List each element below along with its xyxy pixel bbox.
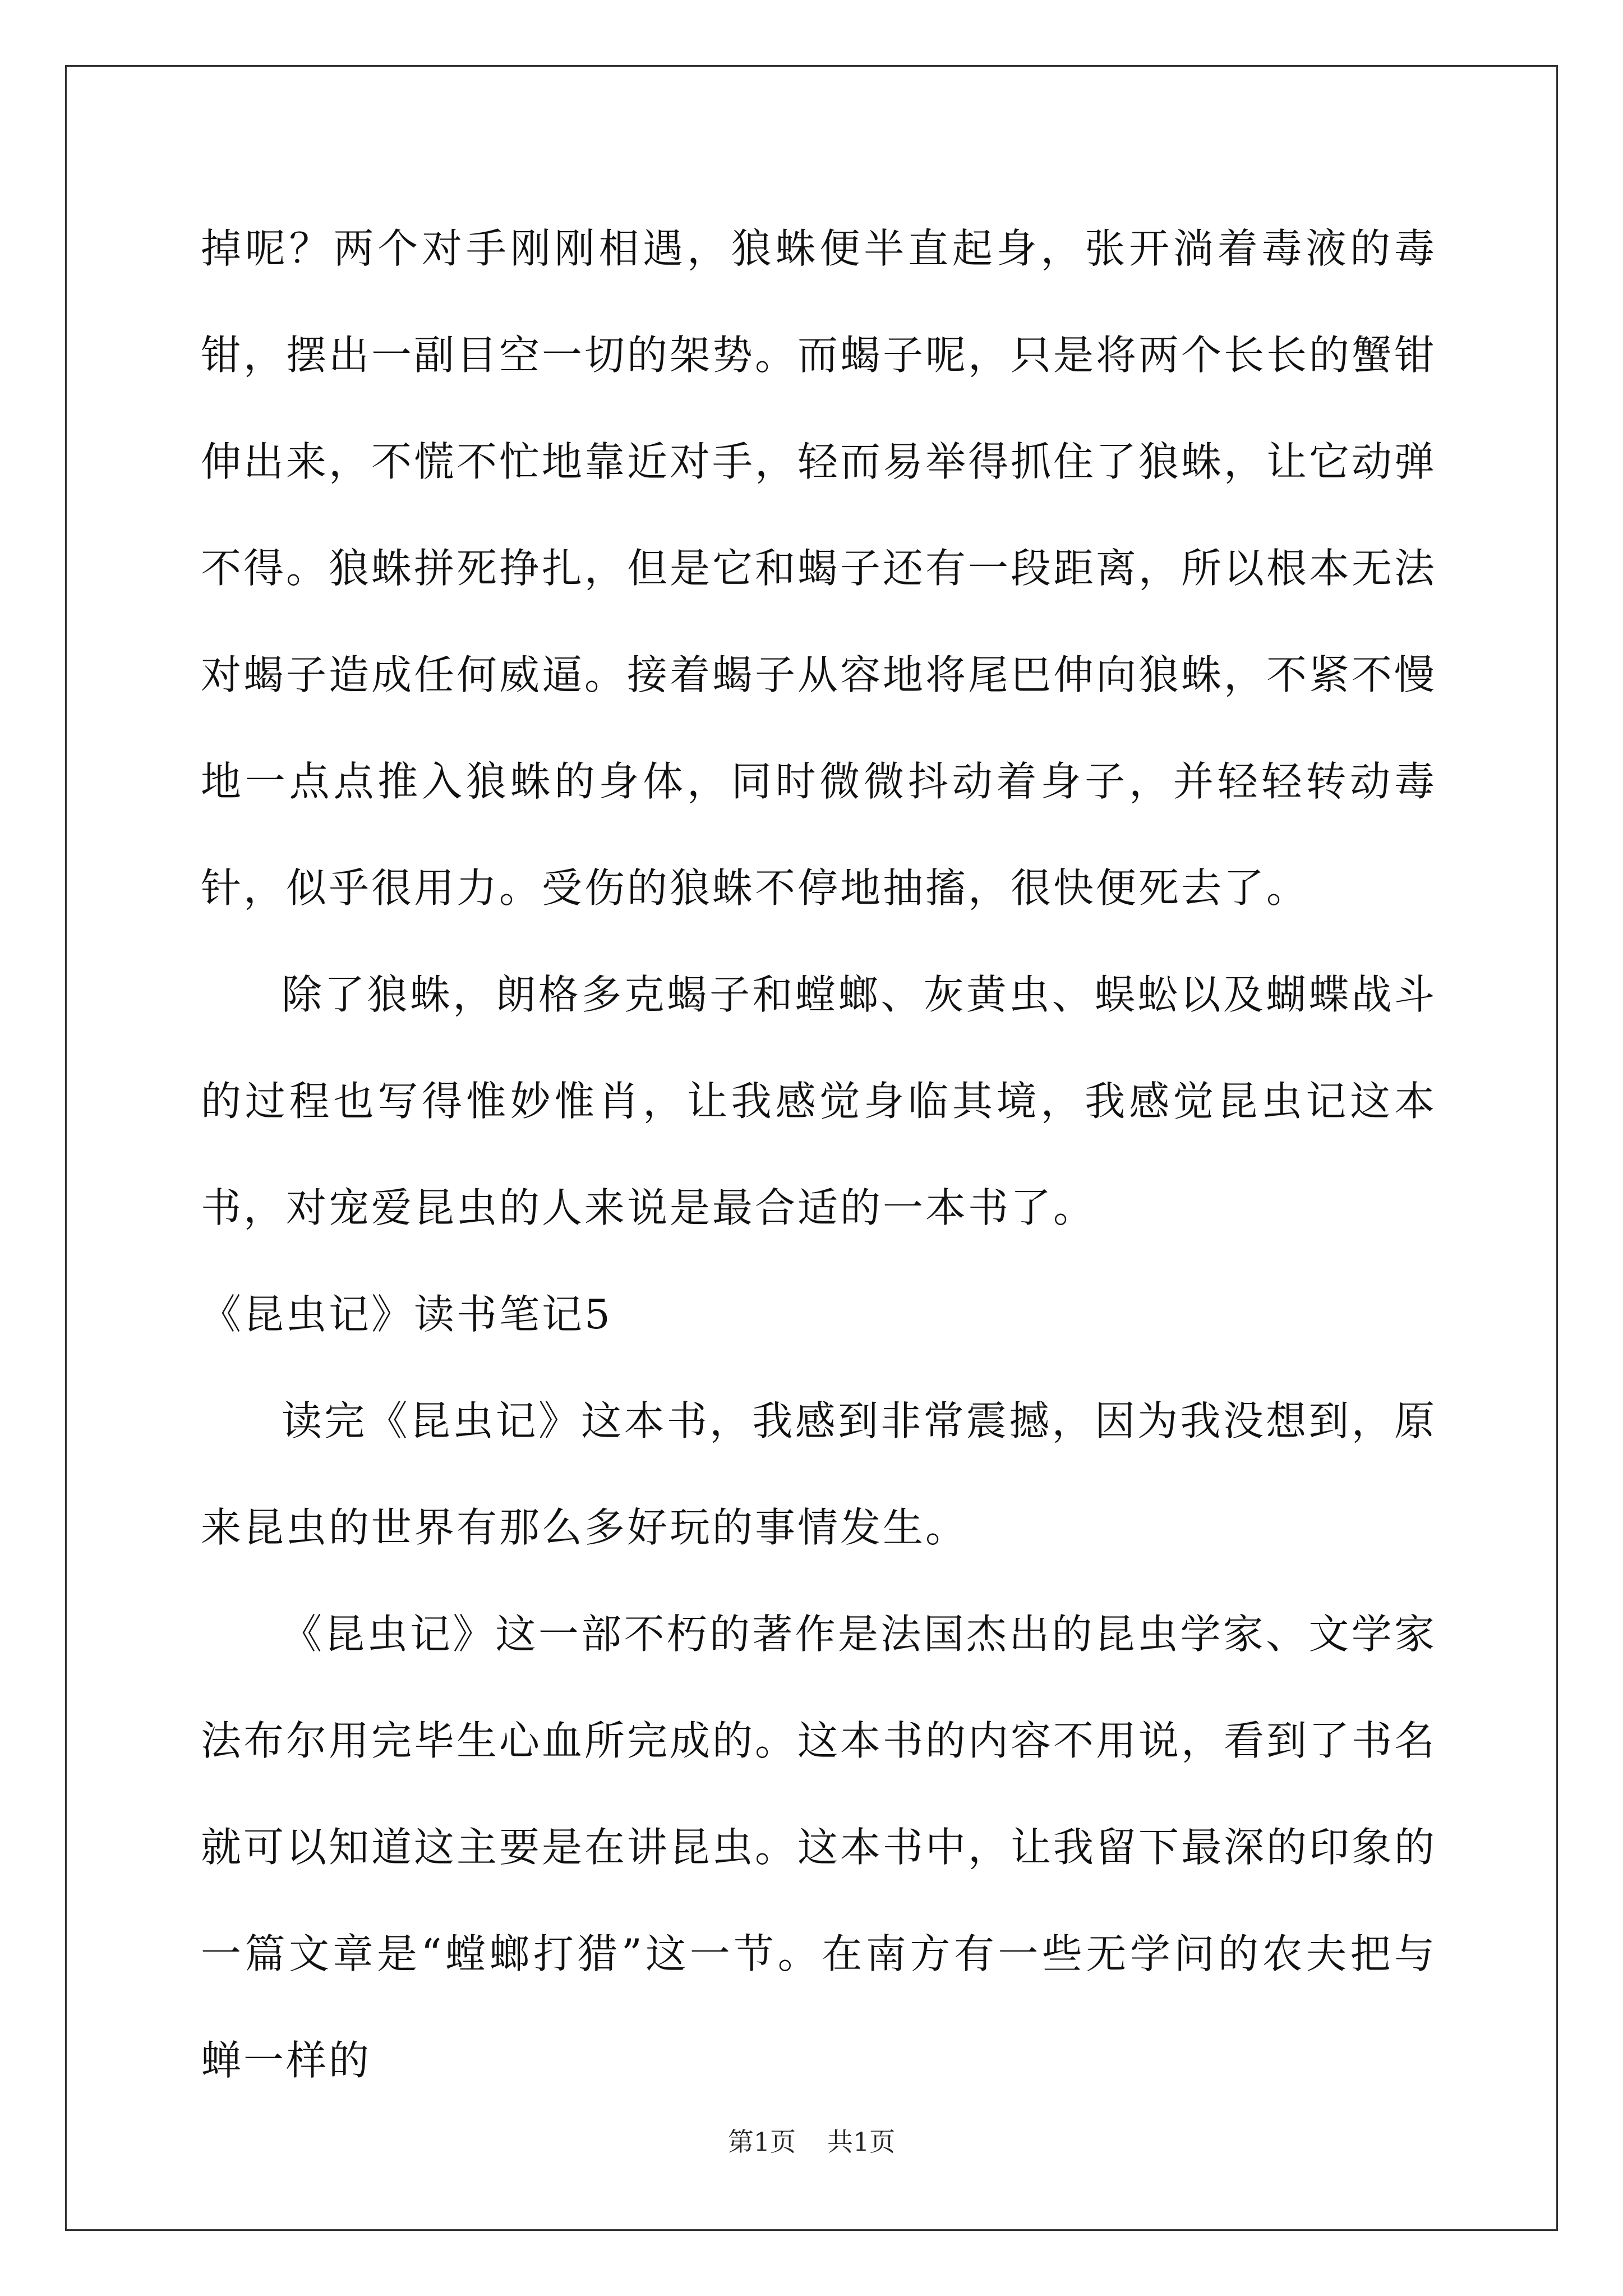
paragraph-other-battles: 除了狼蛛，朗格多克蝎子和螳螂、灰黄虫、蜈蚣以及蝴蝶战斗的过程也写得惟妙惟肖，让我感觉身临其境，我感觉昆虫记这本书，对宠爱昆虫的人来说是最合适的一本书了。 xyxy=(201,971,1437,1231)
page-footer xyxy=(0,2122,1623,2159)
section-heading: 《昆虫记》读书笔记5 xyxy=(201,1291,612,1338)
document-body xyxy=(201,195,1437,2114)
paragraph-continuation: 掉呢？两个对手刚刚相遇，狼蛛便半直起身，张开淌着毒液的毒钳，摆出一副目空一切的架势。而蝎子呢，只是将两个长长的蟹钳伸出来，不慌不忙地靠近对手，轻而易举得抓住了狼蛛，让它动弹不得。狼蛛拼死挣扎，但是它和蝎子还有一段距离，所以根本无法对蝎子造成任何威逼。接着蝎子从容地将尾巴伸向狼蛛，不紧不慢地一点点推入狼蛛的身体，同时微微抖动着身子，并轻轻转动毒针，似乎很用力。受伤的狼蛛不停地抽搐，很快便死去了。 xyxy=(201,225,1437,912)
page-number: 第1页 xyxy=(727,2127,796,2157)
paragraph-intro: 读完《昆虫记》这本书，我感到非常震撼，因为我没想到，原来昆虫的世界有那么多好玩的事情发生。 xyxy=(201,1397,1437,1551)
page-total: 共1页 xyxy=(827,2127,896,2157)
paragraph-book-description: 《昆虫记》这一部不朽的著作是法国杰出的昆虫学家、文学家法布尔用完毕生心血所完成的。这本书的内容不用说，看到了书名就可以知道这主要是在讲昆虫。这本书中，让我留下最深的印象的一篇文章是“螳螂打猎”这一节。在南方有一些无学问的农夫把与蝉一样的 xyxy=(201,1611,1437,2084)
